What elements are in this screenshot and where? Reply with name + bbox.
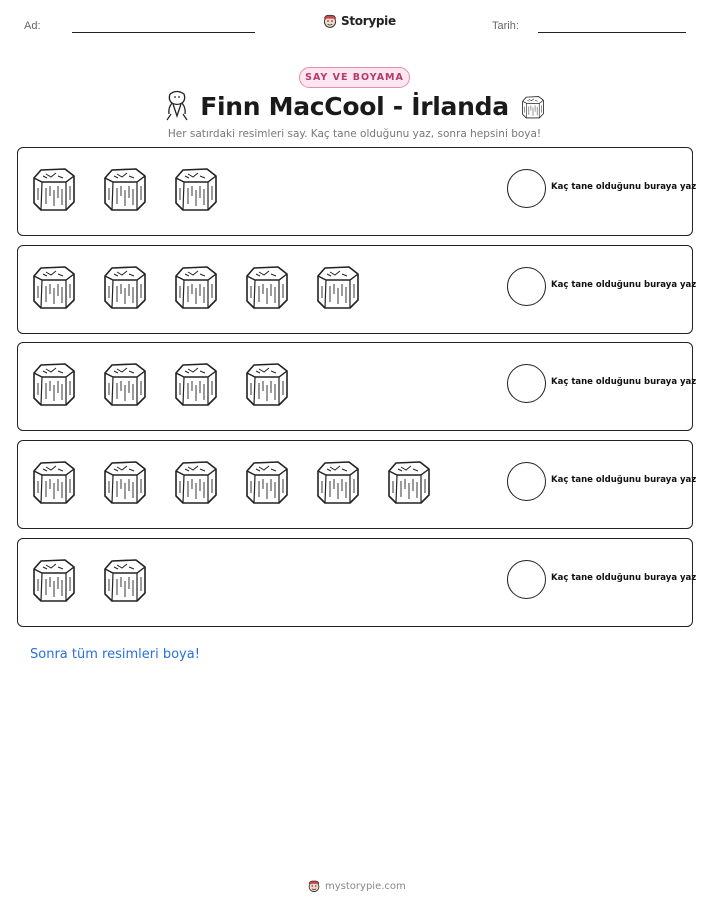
count-row bbox=[17, 538, 697, 627]
answer-prompt: Kaç tane olduğunu buraya yaz bbox=[551, 377, 697, 387]
instructions: Her satırdaki resimleri say. Kaç tane olduğunu yaz, sonra hepsini boya! bbox=[167, 128, 542, 140]
storypie-mascot-icon bbox=[322, 13, 338, 29]
page-title: Finn MacCool - İrlanda bbox=[200, 92, 509, 121]
count-row bbox=[17, 342, 697, 431]
answer-prompt: Kaç tane olduğunu buraya yaz bbox=[551, 573, 697, 583]
stone-column-icon[interactable] bbox=[242, 457, 292, 507]
stone-column-icon[interactable] bbox=[384, 457, 434, 507]
footer-brand bbox=[307, 879, 406, 893]
stone-column-icon[interactable] bbox=[29, 555, 79, 605]
footer-url: mystorypie.com bbox=[325, 880, 406, 892]
answer-circle[interactable] bbox=[507, 169, 546, 208]
stone-column-icon[interactable] bbox=[100, 457, 150, 507]
stone-column-icon[interactable] bbox=[29, 262, 79, 312]
date-label: Tarih: bbox=[492, 20, 519, 32]
stone-column-icon[interactable] bbox=[242, 359, 292, 409]
date-line[interactable] bbox=[538, 32, 686, 33]
storypie-mascot-icon bbox=[307, 879, 321, 893]
stone-column-icon[interactable] bbox=[100, 164, 150, 214]
storypie-logo bbox=[322, 13, 396, 29]
answer-prompt: Kaç tane olduğunu buraya yaz bbox=[551, 182, 697, 192]
stone-column-icon[interactable] bbox=[100, 262, 150, 312]
count-row bbox=[17, 147, 697, 236]
name-label: Ad: bbox=[24, 20, 41, 32]
stone-column-icon[interactable] bbox=[29, 164, 79, 214]
stone-column-icon[interactable] bbox=[100, 359, 150, 409]
stone-column-icon[interactable] bbox=[242, 262, 292, 312]
name-line[interactable] bbox=[72, 32, 255, 33]
stone-column-icon[interactable] bbox=[29, 457, 79, 507]
brand-name: Storypie bbox=[341, 14, 396, 28]
stone-column-icon[interactable] bbox=[171, 164, 221, 214]
stone-column-icon[interactable] bbox=[171, 262, 221, 312]
count-row bbox=[17, 440, 697, 529]
stone-column-icon[interactable] bbox=[313, 457, 363, 507]
coloring-note: Sonra tüm resimleri boya! bbox=[30, 647, 200, 662]
answer-circle[interactable] bbox=[507, 364, 546, 403]
answer-prompt: Kaç tane olduğunu buraya yaz bbox=[551, 475, 697, 485]
answer-circle[interactable] bbox=[507, 462, 546, 501]
stone-column-icon bbox=[520, 94, 546, 120]
stone-column-icon[interactable] bbox=[171, 359, 221, 409]
activity-badge: SAY VE BOYAMA bbox=[299, 67, 410, 88]
answer-prompt: Kaç tane olduğunu buraya yaz bbox=[551, 280, 697, 290]
stone-column-icon[interactable] bbox=[171, 457, 221, 507]
answer-circle[interactable] bbox=[507, 560, 546, 599]
stone-column-icon[interactable] bbox=[313, 262, 363, 312]
answer-circle[interactable] bbox=[507, 267, 546, 306]
stone-column-icon[interactable] bbox=[100, 555, 150, 605]
count-row bbox=[17, 245, 697, 334]
stone-column-icon[interactable] bbox=[29, 359, 79, 409]
